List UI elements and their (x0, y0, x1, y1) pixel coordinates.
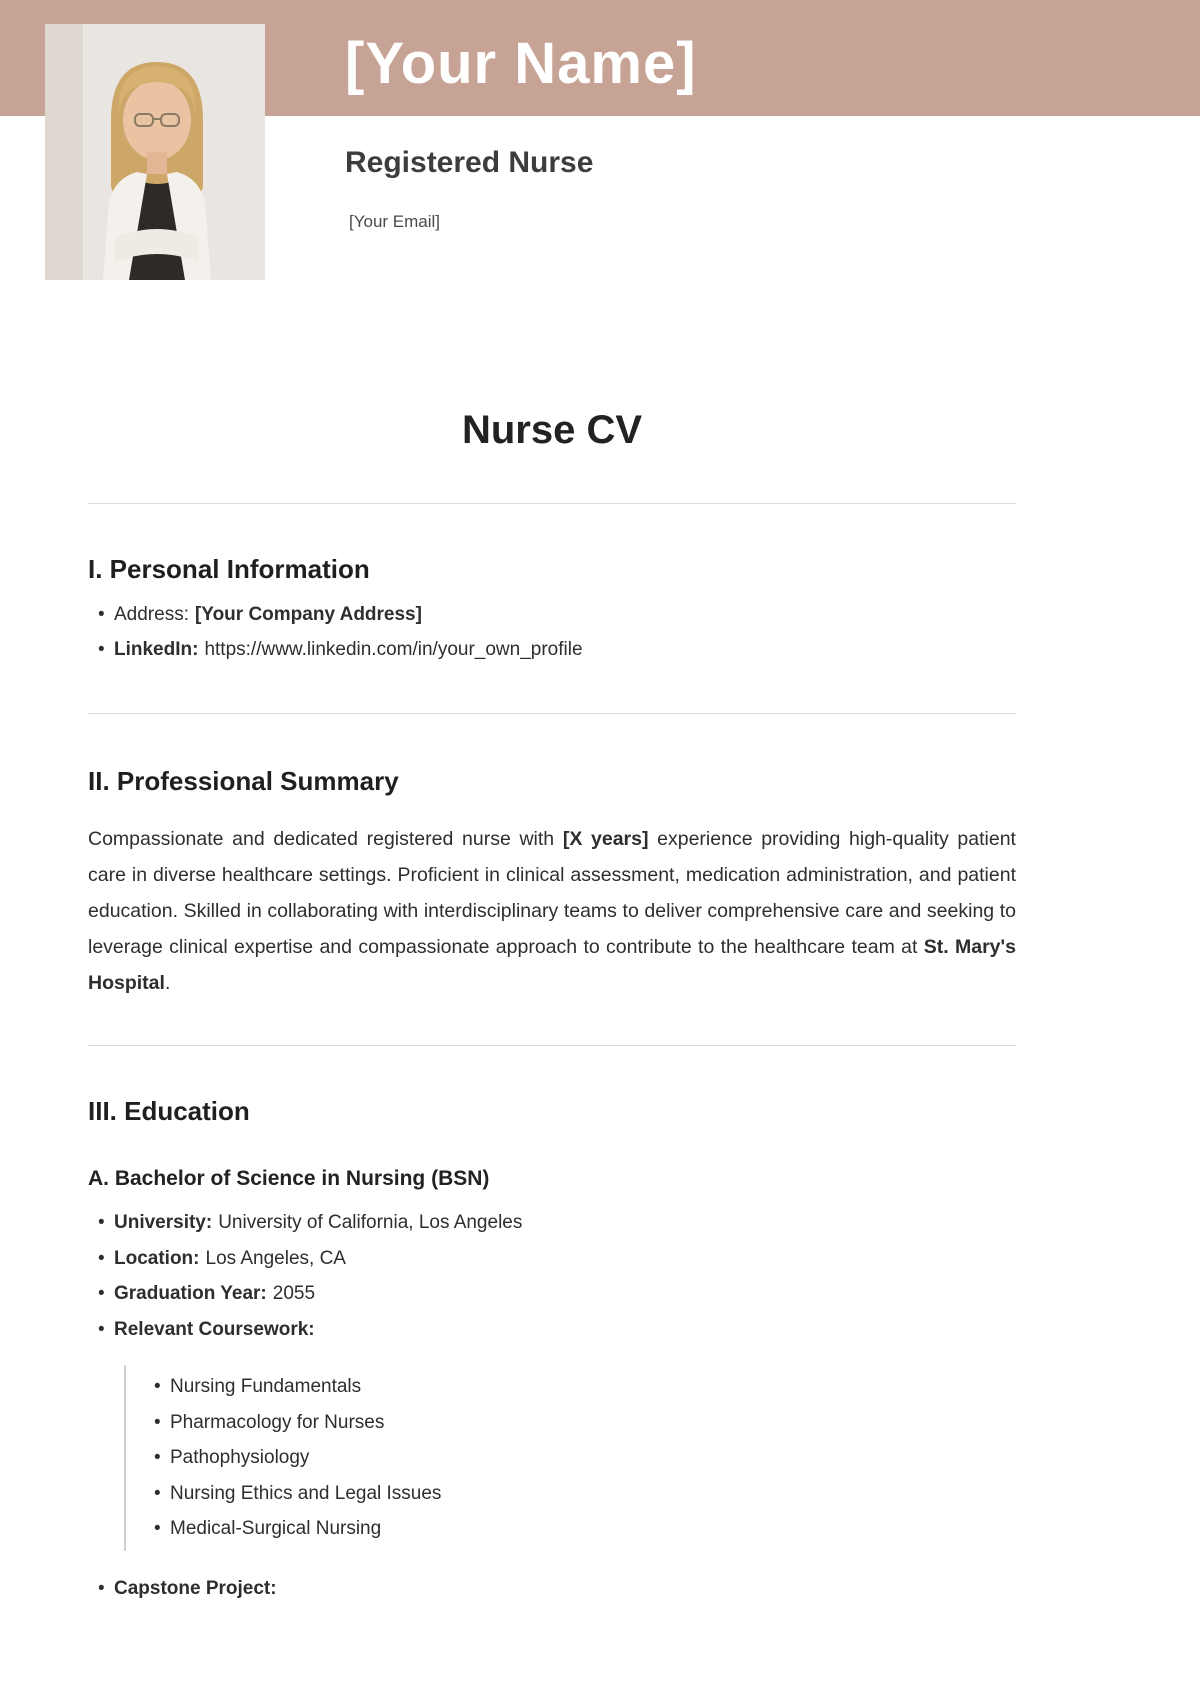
list-item-address (114, 597, 1016, 632)
degree-heading: A. Bachelor of Science in Nursing (BSN) (88, 1167, 490, 1190)
section-heading-education: III. Education (88, 1096, 250, 1126)
section-heading-professional-summary: II. Professional Summary (88, 766, 399, 796)
list-item-graduation-year (114, 1276, 1016, 1312)
list-item-relevant-coursework (114, 1312, 1016, 1348)
field-label: University: (114, 1212, 213, 1233)
personal-info-list (88, 597, 1016, 667)
coursework-item: • Pathophysiology (170, 1440, 1016, 1476)
field-value: 2055 (272, 1283, 316, 1304)
list-item-capstone-project (114, 1571, 1016, 1606)
field-label: Relevant Coursework: (114, 1318, 315, 1340)
job-title: Registered Nurse (345, 146, 594, 179)
summary-hospital-name: St. Mary's Hospital (88, 936, 1017, 994)
capstone-list (88, 1571, 1016, 1606)
summary-text: . (164, 972, 171, 994)
linkedin-url: https://www.linkedin.com/in/your_own_profile (204, 639, 583, 660)
coursework-item: • Medical-Surgical Nursing (170, 1511, 1016, 1547)
section-heading-personal-information: I. Personal Information (88, 554, 370, 584)
field-label: Graduation Year: (114, 1283, 267, 1304)
field-value: University of California, Los Angeles (218, 1212, 523, 1233)
divider (88, 1045, 1016, 1046)
coursework-item: • Nursing Ethics and Legal Issues (170, 1476, 1016, 1512)
field-label: LinkedIn: (114, 639, 199, 660)
field-label: Address: (114, 604, 189, 625)
coursework-block (124, 1365, 1016, 1551)
divider (88, 503, 1016, 504)
list-item-location (114, 1241, 1016, 1277)
document-title: Nurse CV (461, 408, 643, 452)
education-details-list (88, 1205, 1016, 1347)
document-body (88, 0, 1016, 1606)
field-label: Location: (114, 1247, 200, 1269)
field-label: Capstone Project: (114, 1577, 277, 1599)
summary-text: experience providing high-quality patient care in diverse healthcare settings. Proficient in clinical assessment, medication administration, and patient education. Skilled in collaborating with interdisciplinary teams to deliver comprehensive care and seeking to leverage clinical expertise and compassionate approach to contribute to the healthcare team at (88, 828, 1016, 958)
coursework-list (170, 1369, 1016, 1547)
field-value: [Your Company Address] (194, 604, 422, 625)
field-value: Los Angeles, CA (205, 1247, 346, 1269)
summary-text: Compassionate and dedicated registered nurse with (88, 828, 563, 850)
coursework-item: • Pharmacology for Nurses (170, 1405, 1016, 1441)
person-name: [Your Name] (345, 31, 697, 96)
list-item-linkedin (114, 632, 1016, 667)
list-item-university (114, 1205, 1016, 1241)
coursework-item: • Nursing Fundamentals (170, 1369, 1016, 1405)
divider (88, 713, 1016, 714)
email-text: [Your Email] (349, 212, 441, 231)
summary-years-placeholder: [X years] (562, 828, 649, 850)
summary-paragraph (88, 821, 1016, 1001)
